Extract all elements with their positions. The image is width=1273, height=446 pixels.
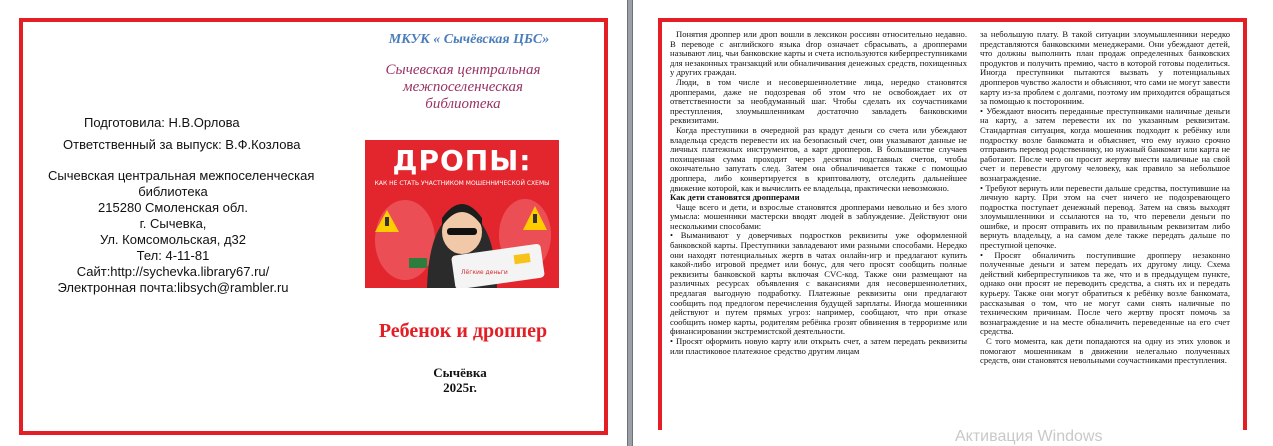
library-name-line: библиотека (425, 96, 501, 112)
address-line: Ул. Комсомольская, д32 (99, 232, 247, 247)
city-name: Сычёвка (433, 365, 487, 380)
paragraph: за небольшую плату. В такой ситуации злоумышленники нередко представляются банковскими менеджерами. Они убеждают детей, что должны выполнить план продаж определенных банковских продуктов и получить премию, часто в которой готовы поделиться. Иногда преступники пытаются вызвать у потенциальных дропперов чувство жалости и объясняют, что сами не могут завести карту из-за проблем с долгами, поэтому им приходится обращаться за помощью к посторонним. (980, 29, 1230, 107)
book-title: Ребенок и дроппер (378, 320, 548, 342)
org-name: МКУК « Сычёвская ЦБС» (388, 32, 550, 47)
bullet-item: • Выманивают у доверчивых подростков реквизиты уже оформленной банковской карты. Преступники завладевают ими разными способами. Нередко они находят потенциальных жертв в чатах онлайн-игр и предлагают купить какой-либо игровой предмет или бонус, для чего просят сообщить полные реквизиты банковской карты включая CVC-код. Также они размещают на различных ресурсах объявления с вакансиями для несовершеннолетних, предлагая выгодную подработку. Платежные реквизиты они предлагают сообщить под предлогом перечисления будущей зарплаты. Иногда мошенники действуют и путем прямых угроз: например, сообщают, что при отказе сообщить номер карты, родителям ребёнка грозят обвинения в терроризме или финансировании экстремистской деятельности. (670, 230, 967, 337)
prepared-by: Подготовила: Н.В.Орлова (84, 115, 240, 130)
paragraph: Когда преступники в очередной раз крадут деньги со счета или убеждают владельца средств перевести их на безопасный счет, они указывают данные не личных платежных инструментов, а карт дропперов. В большинстве случаев похищенная сумма проходит через десятки подставных счетов, чтобы окончательно запутать след. Затем она обналичивается также с помощью дроппера, либо конвертируется в криптовалюту, отследить дальнейшее движение которой, как и вычислить ее владельца, практически невозможно. (670, 124, 967, 193)
bullet-item: • Просят оформить новую карту или открыть счет, а затем передать реквизиты или пластиковое платежное средство другим лицам (670, 336, 967, 356)
library-name-line: Сычевская центральная (385, 62, 541, 78)
paragraph: Люди, в том числе и несовершеннолетние лица, нередко становятся дропперами, даже не подозревая об этом что не освобождает их от ответственности за необдуманный шаг. Чтобы сделать их соучастниками преступления, злоумышленникам достаточно завладеть банковскими реквизитами. (670, 76, 967, 126)
paragraph: Чаще всего и дети, и взрослые становятся дропперами невольно и без злого умысла: мошенники мастерски вводят людей в заблуждение. Действуют они несколькими способами: (670, 201, 967, 231)
address-line: Сычевская центральная межпоселенческая (48, 168, 315, 183)
publication-place (400, 365, 520, 395)
contact-address (48, 168, 315, 296)
cover-caption: Лёгкие деньги (461, 269, 508, 276)
page-left (0, 0, 627, 446)
library-name-line: межпоселенческая (403, 79, 523, 95)
activation-watermark: Активация Windows (955, 428, 1103, 445)
address-line: г. Сычевка, (139, 216, 207, 231)
address-line: Тел: 4-11-81 (136, 248, 210, 263)
section-heading: Как дети становятся дропперами (670, 192, 800, 203)
library-name (350, 62, 576, 113)
cover-subtitle: КАК НЕ СТАТЬ УЧАСТНИКОМ МОШЕННИЧЕСКОЙ СХЕМЫ (374, 180, 550, 187)
email-link[interactable]: Электронная почта:libsych@rambler.ru (57, 280, 289, 295)
address-line: библиотека (138, 184, 208, 199)
publication-year: 2025г. (443, 380, 477, 395)
cover-title: ДРОПЫ: (392, 144, 532, 177)
bullet-item: • Убеждают вносить переданные преступниками наличные деньги на карту, а затем перевести их по указанным реквизитам. Стандартная ситуация, когда мошенник подходит к ребёнку или подростку возле банкомата и объясняет, что ему нужно срочно отправить перевод родственнику, но нужный банкомат или карта не работают. После чего он просит жертву внести наличные на свой счет и перевести другому человеку, как правило за небольшое вознаграждение. (980, 105, 1230, 183)
address-line: 215280 Смоленская обл. (98, 200, 248, 215)
website-link[interactable]: Сайт:http://sychevka.library67.ru/ (76, 264, 270, 279)
hooded-figure-icon (365, 140, 559, 288)
bullet-item: • Просят обналичить поступившие дропперу незаконно полученные деньги и затем передать их другому лицу. Схема действий киберпреступников та же, что и в предыдущем пункте, однако они просят не переводить средства, а снять их и передать курьеру. Также они могут обратиться к ребёнку возле банкомата, рассказывая о том, что не могут сами снять наличные по техническим причинам. После чего жертву просят помочь за вознаграждение и на месте обналичить переведенные на его счет средства. (980, 249, 1230, 337)
bullet-item: • Требуют вернуть или перевести дальше средства, поступившие на личную карту. При этом на счет ничего не подозревающего подростка поступает денежный перевод. Затем на связь выходят злоумышленники и ссылаются на то, что перевели деньги по ошибке, и просят отправить их по правильным реквизитам либо вернуть владельцу, а на самом деле также передать дальше по преступной цепочке. (980, 182, 1230, 251)
text-column-right (980, 30, 1230, 366)
paragraph: С того момента, как дети попадаются на одну из этих уловок и помогают мошенникам в движении нелегально полученных средств, они становятся невольными соучастниками преступления. (980, 336, 1230, 366)
responsible-editor: Ответственный за выпуск: В.Ф.Козлова (63, 137, 301, 152)
cover-illustration (365, 140, 559, 288)
paragraph: Понятия дроппер или дроп вошли в лексикон россиян относительно недавно. В переводе с английского языка drop означает сбрасывать, а дропперами называют лиц, чьи банковские карты и счета используются киберпреступниками для незаконных транзакций или обналичивания денежных средств, похищенных у других граждан. (670, 29, 967, 78)
text-column-left (670, 30, 967, 356)
